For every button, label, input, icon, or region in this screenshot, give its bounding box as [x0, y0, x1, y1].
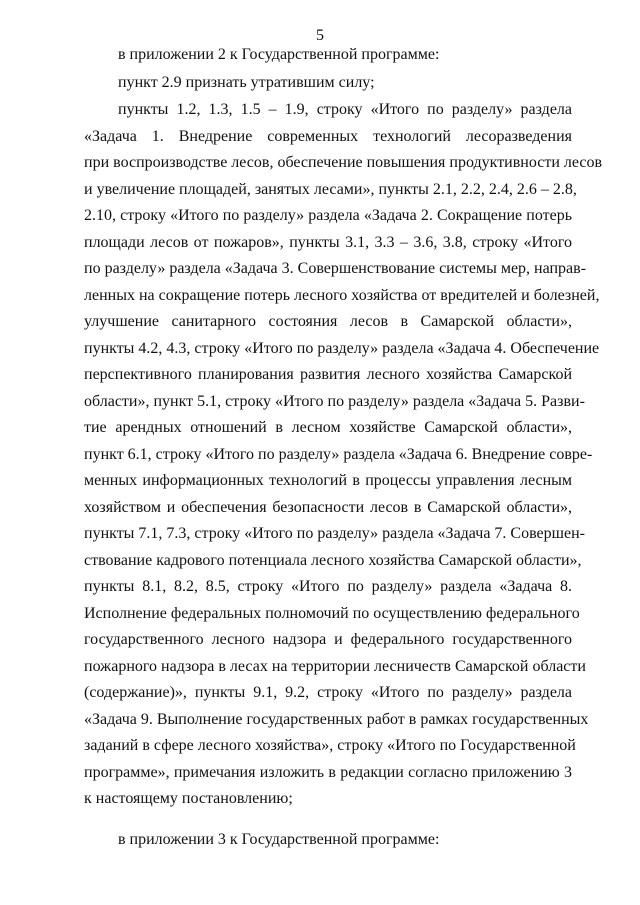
text-line: перспективного планирования развития лесного хозяйства Самарской	[84, 366, 572, 383]
text-line: улучшение санитарного состояния лесов в Самарской области»,	[84, 313, 572, 330]
text-line: «Задача 9. Выполнение государственных работ в рамках государственных	[84, 710, 589, 728]
text-line: хозяйством и обеспечения безопасности лесов в Самарской области»,	[84, 498, 572, 516]
text-line: тие арендных отношений в лесном хозяйстве Самарской области»,	[84, 419, 572, 436]
text-line: области», пункт 5.1, строку «Итого по разделу» раздела «Задача 5. Разви-	[84, 392, 585, 410]
text-line: менных информационных технологий в процессы управления лесным	[84, 472, 572, 489]
text-line: площади лесов от пожаров», пункты 3.1, 3.3 – 3.6, 3.8, строку «Итого	[84, 233, 572, 251]
text-line: пожарного надзора в лесах на территории лесничеств Самарской области	[84, 657, 586, 675]
text-line: пункты 8.1, 8.2, 8.5, строку «Итого по разделу» раздела «Задача 8.	[84, 578, 572, 595]
text-line: пункт 2.9 признать утратившим силу;	[118, 74, 375, 91]
text-line: в приложении 2 к Государственной программе:	[118, 46, 440, 63]
text-line: ленных на сокращение потерь лесного хозяйства от вредителей и болезней,	[84, 286, 600, 304]
text-line: к настоящему постановлению;	[84, 790, 293, 807]
text-line: пункты 1.2, 1.3, 1.5 – 1.9, строку «Итого по разделу» раздела	[118, 101, 572, 118]
text-line: программе», примечания изложить в редакции согласно приложению 3	[84, 763, 572, 781]
text-line: в приложении 3 к Государственной программе:	[118, 831, 440, 848]
text-line: пункт 6.1, строку «Итого по разделу» раздела «Задача 6. Внедрение совре-	[84, 445, 593, 463]
text-line: при воспроизводстве лесов, обеспечение повышения продуктивности лесов	[84, 154, 603, 171]
text-line: пункты 7.1, 7.3, строку «Итого по разделу» раздела «Задача 7. Совершен-	[84, 525, 585, 542]
text-line: «Задача 1. Внедрение современных технологий лесоразведения	[84, 127, 572, 145]
text-line: государственного лесного надзора и федерального государственного	[84, 631, 572, 648]
text-line: ствование кадрового потенциала лесного хозяйства Самарской области»,	[84, 551, 582, 569]
text-line: заданий в сфере лесного хозяйства», строку «Итого по Государственной	[84, 737, 576, 754]
text-line: 2.10, строку «Итого по разделу» раздела «Задача 2. Сокращение потерь	[84, 207, 572, 224]
paragraph-item-2-9	[84, 70, 572, 97]
text-line: (содержание)», пункты 9.1, 9.2, строку «Итого по разделу» раздела	[84, 684, 572, 701]
text-line: Исполнение федеральных полномочий по осуществлению федерального	[84, 604, 580, 622]
page-number: 5	[316, 27, 324, 44]
text-line: и увеличение площадей, занятых лесами», пункты 2.1, 2.2, 2.4, 2.6 – 2.8,	[84, 180, 577, 198]
paragraph-appendix-2-intro	[84, 42, 572, 69]
paragraph-appendix-3-intro	[84, 827, 572, 854]
paragraph-items-replacement	[84, 97, 603, 813]
text-line: пункты 4.2, 4.3, строку «Итого по разделу» раздела «Задача 4. Обеспечение	[84, 339, 600, 357]
text-line: по разделу» раздела «Задача 3. Совершенствование системы мер, направ-	[84, 260, 587, 277]
